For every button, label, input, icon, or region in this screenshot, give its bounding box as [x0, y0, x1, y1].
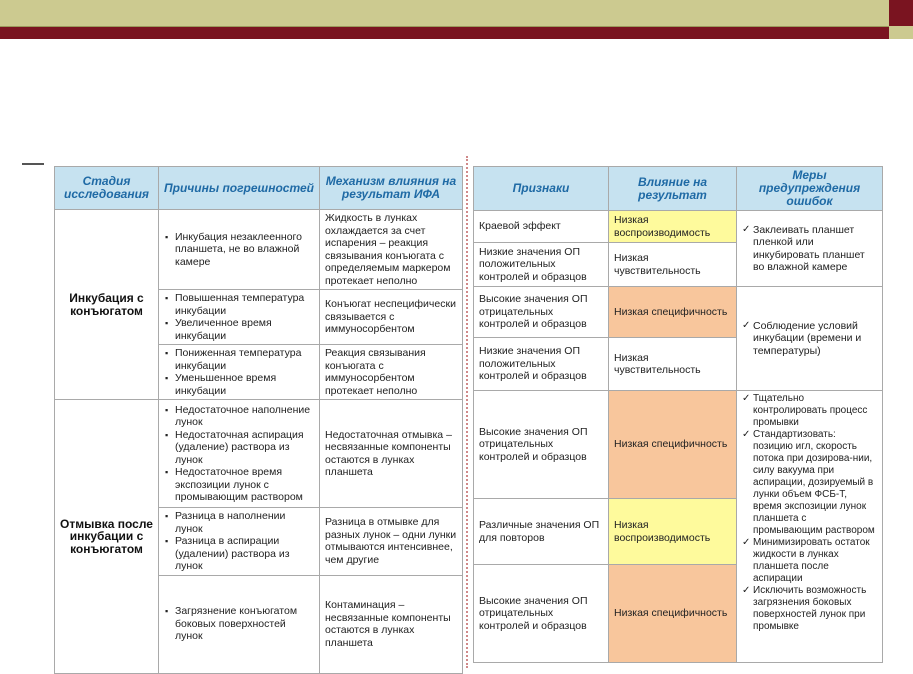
mechanism-cell: Жидкость в лунках охлаждается за счет испарения – реакция связывания конъюгата с определяемым маркером протекает неполно [320, 210, 463, 290]
list-item: ✓ Соблюдение условий инкубации (времени и температуры) [753, 320, 877, 358]
causes-cell [159, 508, 320, 576]
list-item: ✓ Стандартизовать: позицию игл, скорость потока при дозирова-нии, силу вакуума при аспирации, дозируемый в лунки объем ФСБ-Т, время экспозиции лунок планшета с промывающим раствором [753, 429, 877, 537]
header-stage: Стадия исследования [55, 167, 159, 210]
impact-cell: Низкая специфичность [609, 565, 737, 663]
causes-cell [159, 575, 320, 673]
list-item: ✓ Исключить возможность загрязнения боковых поверхностей лунок при промывке [753, 585, 877, 633]
causes-cell [159, 345, 320, 400]
table-row [55, 210, 463, 290]
impact-cell: Низкая специфичность [609, 287, 737, 338]
left-rule [22, 163, 44, 165]
list-item: ✓ Заклеивать планшет пленкой или инкубировать планшет во влажной камере [753, 224, 877, 274]
sign-cell: Высокие значения ОП отрицательных контролей и образцов [474, 565, 609, 663]
impact-cell: Низкая воспроизводимость [609, 211, 737, 243]
list-item: ▪ Разница в наполнении лунок [175, 510, 314, 535]
mechanism-cell: Реакция связывания конъюгата с иммуносорбентом протекает неполно [320, 345, 463, 400]
impact-cell: Низкая чувствительность [609, 243, 737, 287]
list-item: ▪ Недостаточная аспирация (удаление) раствора из лунок [175, 429, 314, 467]
list-item: ✓ Минимизировать остаток жидкости в лунках планшета после аспирации [753, 537, 877, 585]
list-item: ▪ Загрязнение конъюгатом боковых поверхностей лунок [175, 605, 314, 643]
right-header-row [474, 167, 883, 211]
causes-cell [159, 400, 320, 508]
list-item: ▪ Инкубация незаклеенного планшета, не во влажной камере [175, 231, 314, 269]
measures-cell [737, 211, 883, 287]
mechanism-cell: Конъюгат неспецифически связывается с иммуносорбентом [320, 290, 463, 345]
table-row [55, 400, 463, 508]
list-item: ▪ Повышенная температура инкубации [175, 292, 314, 317]
list-item: ▪ Недостаточное время экспозиции лунок с промывающим раствором [175, 466, 314, 504]
header-signs: Признаки [474, 167, 609, 211]
signs-measures-table [473, 166, 883, 663]
sign-cell: Краевой эффект [474, 211, 609, 243]
mechanism-cell: Контаминация – несвязанные компоненты остаются в лунках планшета [320, 575, 463, 673]
list-item: ✓ Тщательно контролировать процесс промывки [753, 393, 877, 429]
mechanism-cell: Разница в отмывке для разных лунок – одни лунки отмываются интенсивнее, чем другие [320, 508, 463, 576]
list-item: ▪ Уменьшенное время инкубации [175, 372, 314, 397]
impact-cell: Низкая воспроизводимость [609, 499, 737, 565]
header-causes: Причины погрешностей [159, 167, 320, 210]
list-item: ▪ Пониженная температура инкубации [175, 347, 314, 372]
sign-cell: Различные значения ОП для повторов [474, 499, 609, 565]
mechanism-cell: Недостаточная отмывка – несвязанные компоненты остаются в лунках планшета [320, 400, 463, 508]
sign-cell: Низкие значения ОП положительных контролей и образцов [474, 243, 609, 287]
table-row [474, 287, 883, 338]
header-mechanism: Механизм влияния на результат ИФА [320, 167, 463, 210]
header-accent-band [0, 27, 889, 39]
stage-cell: Отмывка после инкубации с конъюгатом [55, 400, 159, 674]
sign-cell: Высокие значения ОП отрицательных контролей и образцов [474, 287, 609, 338]
sign-cell: Низкие значения ОП положительных контролей и образцов [474, 338, 609, 391]
header-corner-light [889, 26, 913, 39]
header-band [0, 0, 889, 27]
impact-cell: Низкая чувствительность [609, 338, 737, 391]
list-item: ▪ Недостаточное наполнение лунок [175, 404, 314, 429]
stage-cell: Инкубация с конъюгатом [55, 210, 159, 400]
header-corner-dark [889, 0, 913, 26]
list-item: ▪ Увеличенное время инкубации [175, 317, 314, 342]
causes-cell [159, 290, 320, 345]
errors-causes-table [54, 166, 463, 674]
measures-cell [737, 391, 883, 663]
list-item: ▪ Разница в аспирации (удалении) раствора из лунок [175, 535, 314, 573]
left-header-row [55, 167, 463, 210]
impact-cell: Низкая специфичность [609, 391, 737, 499]
header-measures: Меры предупреждения ошибок [737, 167, 883, 211]
measures-cell [737, 287, 883, 391]
causes-cell [159, 210, 320, 290]
table-divider [466, 156, 468, 668]
sign-cell: Высокие значения ОП отрицательных контролей и образцов [474, 391, 609, 499]
table-row [474, 211, 883, 243]
header-impact: Влияние на результат [609, 167, 737, 211]
table-row [474, 391, 883, 499]
